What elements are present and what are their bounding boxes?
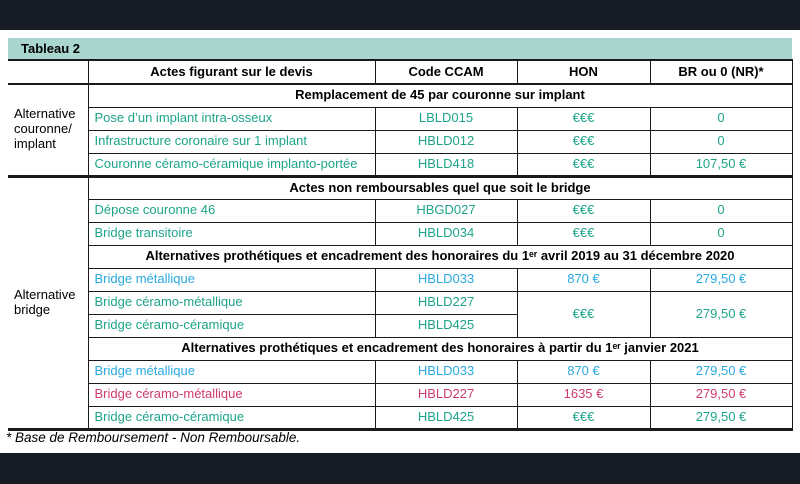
- br-cell: 0: [650, 222, 792, 245]
- table-row: [8, 199, 792, 222]
- section-header-cell: Actes non remboursables quel que soit le bridge: [88, 176, 792, 199]
- br-cell: 279,50 €: [650, 291, 792, 337]
- table-row: [8, 153, 792, 176]
- acte-cell: Couronne céramo-céramique implanto-portée: [88, 153, 375, 176]
- acte-cell: Bridge céramo-métallique: [88, 291, 375, 314]
- code-cell: HBLD425: [375, 314, 517, 337]
- section-header-cell: Alternatives prothétiques et encadrement des honoraires à partir du 1ᵉʳ janvier 2021: [88, 337, 792, 360]
- table-row: [8, 360, 792, 383]
- table-body: [8, 84, 792, 429]
- br-cell: 107,50 €: [650, 153, 792, 176]
- br-cell: 279,50 €: [650, 360, 792, 383]
- acte-cell: Bridge céramo-céramique: [88, 314, 375, 337]
- col-header-hon: HON: [517, 60, 650, 84]
- hon-cell: 870 €: [517, 360, 650, 383]
- table-title-bar: [8, 38, 792, 59]
- corner-cell: [8, 60, 88, 84]
- section-header-row: [8, 176, 792, 199]
- hon-cell: €€€: [517, 130, 650, 153]
- hon-cell: 870 €: [517, 268, 650, 291]
- hon-cell: €€€: [517, 222, 650, 245]
- footnote: * Base de Remboursement - Non Remboursable.: [6, 430, 301, 445]
- hon-cell: €€€: [517, 291, 650, 337]
- code-cell: HBLD425: [375, 406, 517, 429]
- header-row: [8, 60, 792, 84]
- acte-cell: Infrastructure coronaire sur 1 implant: [88, 130, 375, 153]
- table-row: [8, 406, 792, 429]
- group-row-header: Alternative bridge: [8, 176, 88, 429]
- acte-cell: Bridge céramo-métallique: [88, 383, 375, 406]
- top-dark-band: [0, 0, 800, 30]
- table-title: Tableau 2: [21, 41, 81, 56]
- table-container: [8, 38, 792, 431]
- bottom-dark-band: [0, 453, 800, 484]
- code-cell: HBLD418: [375, 153, 517, 176]
- br-cell: 0: [650, 107, 792, 130]
- acte-cell: Dépose couronne 46: [88, 199, 375, 222]
- section-header-row: [8, 337, 792, 360]
- pricing-table: [8, 59, 793, 431]
- section-header-row: [8, 84, 792, 107]
- br-cell: 279,50 €: [650, 406, 792, 429]
- code-cell: HBLD227: [375, 383, 517, 406]
- table-row: [8, 130, 792, 153]
- hon-cell: €€€: [517, 199, 650, 222]
- code-cell: HBLD033: [375, 360, 517, 383]
- table-row: [8, 222, 792, 245]
- br-cell: 279,50 €: [650, 383, 792, 406]
- section-header-cell: Alternatives prothétiques et encadrement des honoraires du 1ᵉʳ avril 2019 au 31 décembre 2020: [88, 245, 792, 268]
- code-cell: HBLD034: [375, 222, 517, 245]
- col-header-actes: Actes figurant sur le devis: [88, 60, 375, 84]
- code-cell: HBGD027: [375, 199, 517, 222]
- section-header-row: [8, 245, 792, 268]
- col-header-br: BR ou 0 (NR)*: [650, 60, 792, 84]
- table-row: [8, 383, 792, 406]
- hon-cell: €€€: [517, 153, 650, 176]
- acte-cell: Bridge transitoire: [88, 222, 375, 245]
- table-row: [8, 107, 792, 130]
- br-cell: 279,50 €: [650, 268, 792, 291]
- acte-cell: Bridge métallique: [88, 360, 375, 383]
- group-row-header: Alternative couronne/ implant: [8, 84, 88, 176]
- code-cell: HBLD012: [375, 130, 517, 153]
- br-cell: 0: [650, 130, 792, 153]
- hon-cell: €€€: [517, 107, 650, 130]
- hon-cell: €€€: [517, 406, 650, 429]
- code-cell: HBLD033: [375, 268, 517, 291]
- acte-cell: Bridge céramo-céramique: [88, 406, 375, 429]
- table-row: [8, 291, 792, 314]
- section-header-cell: Remplacement de 45 par couronne sur implant: [88, 84, 792, 107]
- hon-cell: 1635 €: [517, 383, 650, 406]
- br-cell: 0: [650, 199, 792, 222]
- code-cell: LBLD015: [375, 107, 517, 130]
- code-cell: HBLD227: [375, 291, 517, 314]
- acte-cell: Bridge métallique: [88, 268, 375, 291]
- col-header-code-ccam: Code CCAM: [375, 60, 517, 84]
- acte-cell: Pose d’un implant intra-osseux: [88, 107, 375, 130]
- table-row: [8, 268, 792, 291]
